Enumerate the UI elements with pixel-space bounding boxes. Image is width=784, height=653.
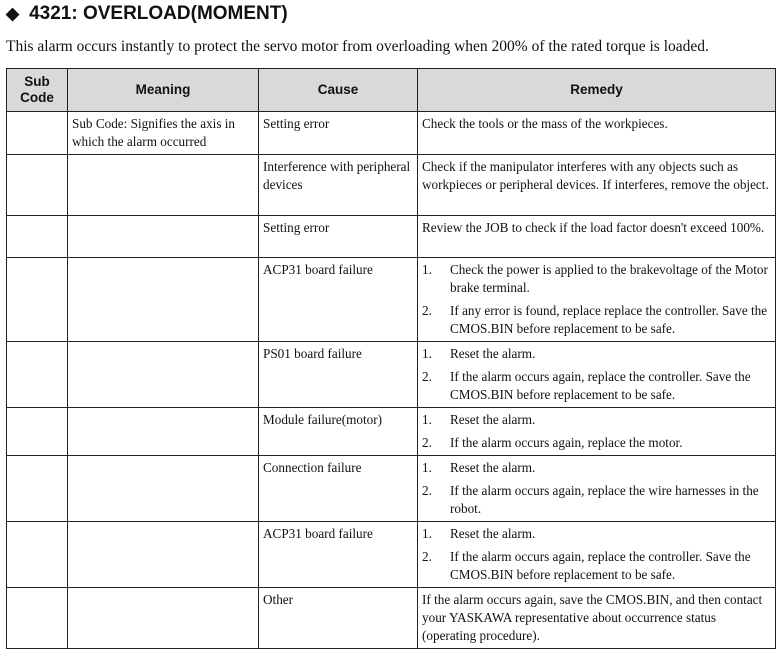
cell-remedy <box>418 456 776 522</box>
cell-meaning <box>68 155 259 216</box>
table-row <box>7 155 776 216</box>
cell-meaning <box>68 258 259 342</box>
table-row <box>7 456 776 522</box>
step-number: 2. <box>422 369 432 384</box>
cell-sub-code <box>7 408 68 456</box>
cell-cause: Module failure(motor) <box>259 408 418 456</box>
table-row <box>7 258 776 342</box>
cell-meaning <box>68 408 259 456</box>
step-text: If the alarm occurs again, replace the controller. Save the CMOS.BIN before replacement to be safe. <box>450 549 751 582</box>
remedy-step <box>422 411 772 429</box>
alarm-description: This alarm occurs instantly to protect the servo motor from overloading when 200% of the rated torque is loaded. <box>6 38 709 55</box>
cell-remedy: If the alarm occurs again, save the CMOS.BIN, and then contact your YASKAWA representative about occurrence status (operating procedure). <box>418 588 776 649</box>
cell-cause: ACP31 board failure <box>259 258 418 342</box>
cell-remedy <box>418 258 776 342</box>
cell-sub-code <box>7 522 68 588</box>
remedy-steps <box>422 459 772 518</box>
header-remedy: Remedy <box>418 69 776 112</box>
header-cause: Cause <box>259 69 418 112</box>
step-number: 2. <box>422 303 432 318</box>
step-text: Reset the alarm. <box>450 526 536 541</box>
step-number: 2. <box>422 549 432 564</box>
step-text: If the alarm occurs again, replace the wire harnesses in the robot. <box>450 483 759 516</box>
step-number: 2. <box>422 435 432 450</box>
remedy-step <box>422 345 772 363</box>
header-meaning: Meaning <box>68 69 259 112</box>
remedy-step <box>422 525 772 543</box>
cell-meaning <box>68 522 259 588</box>
step-number: 1. <box>422 526 432 541</box>
remedy-step <box>422 434 772 452</box>
cell-remedy: Review the JOB to check if the load factor doesn't exceed 100%. <box>418 216 776 258</box>
step-text: Reset the alarm. <box>450 346 536 361</box>
step-number: 1. <box>422 412 432 427</box>
remedy-steps <box>422 525 772 584</box>
table-row <box>7 588 776 649</box>
cell-cause: ACP31 board failure <box>259 522 418 588</box>
step-number: 1. <box>422 346 432 361</box>
cell-sub-code <box>7 588 68 649</box>
header-sub-code: Sub Code <box>7 69 68 112</box>
remedy-step <box>422 261 772 297</box>
cell-cause: PS01 board failure <box>259 342 418 408</box>
cell-meaning <box>68 342 259 408</box>
cell-sub-code <box>7 216 68 258</box>
table-row <box>7 112 776 155</box>
remedy-step <box>422 302 772 338</box>
table-row <box>7 216 776 258</box>
cell-meaning <box>68 588 259 649</box>
table-row <box>7 408 776 456</box>
cell-remedy: Check the tools or the mass of the workpieces. <box>418 112 776 155</box>
cell-meaning <box>68 216 259 258</box>
step-number: 1. <box>422 460 432 475</box>
cell-sub-code <box>7 155 68 216</box>
diamond-bullet-icon: ◆ <box>6 4 20 23</box>
remedy-steps <box>422 411 772 452</box>
table-row <box>7 522 776 588</box>
cell-sub-code <box>7 342 68 408</box>
step-text: If any error is found, replace replace the controller. Save the CMOS.BIN before replacement to be safe. <box>450 303 768 336</box>
cell-cause: Connection failure <box>259 456 418 522</box>
step-number: 1. <box>422 262 432 277</box>
cell-meaning <box>68 456 259 522</box>
step-text: Reset the alarm. <box>450 460 536 475</box>
cell-remedy <box>418 408 776 456</box>
step-text: Reset the alarm. <box>450 412 536 427</box>
cell-meaning: Sub Code: Signifies the axis in which the alarm occurred <box>68 112 259 155</box>
remedy-step <box>422 548 772 584</box>
table-row <box>7 342 776 408</box>
cell-sub-code <box>7 258 68 342</box>
remedy-steps <box>422 345 772 404</box>
alarm-table <box>6 68 776 649</box>
cell-remedy <box>418 522 776 588</box>
remedy-steps <box>422 261 772 338</box>
cell-sub-code <box>7 456 68 522</box>
remedy-step <box>422 459 772 477</box>
cell-remedy: Check if the manipulator interferes with any objects such as workpieces or peripheral devices. If interferes, remove the object. <box>418 155 776 216</box>
cell-remedy <box>418 342 776 408</box>
step-text: Check the power is applied to the brakevoltage of the Motor brake terminal. <box>450 262 768 295</box>
cell-cause: Setting error <box>259 112 418 155</box>
table-header-row <box>7 69 776 112</box>
cell-cause: Setting error <box>259 216 418 258</box>
cell-cause: Interference with peripheral devices <box>259 155 418 216</box>
step-text: If the alarm occurs again, replace the motor. <box>450 435 683 450</box>
alarm-title <box>6 3 288 25</box>
step-number: 2. <box>422 483 432 498</box>
remedy-step <box>422 368 772 404</box>
cell-cause: Other <box>259 588 418 649</box>
alarm-title-text: 4321: OVERLOAD(MOMENT) <box>29 3 288 24</box>
table-body <box>7 112 776 649</box>
cell-sub-code <box>7 112 68 155</box>
remedy-step <box>422 482 772 518</box>
step-text: If the alarm occurs again, replace the controller. Save the CMOS.BIN before replacement to be safe. <box>450 369 751 402</box>
